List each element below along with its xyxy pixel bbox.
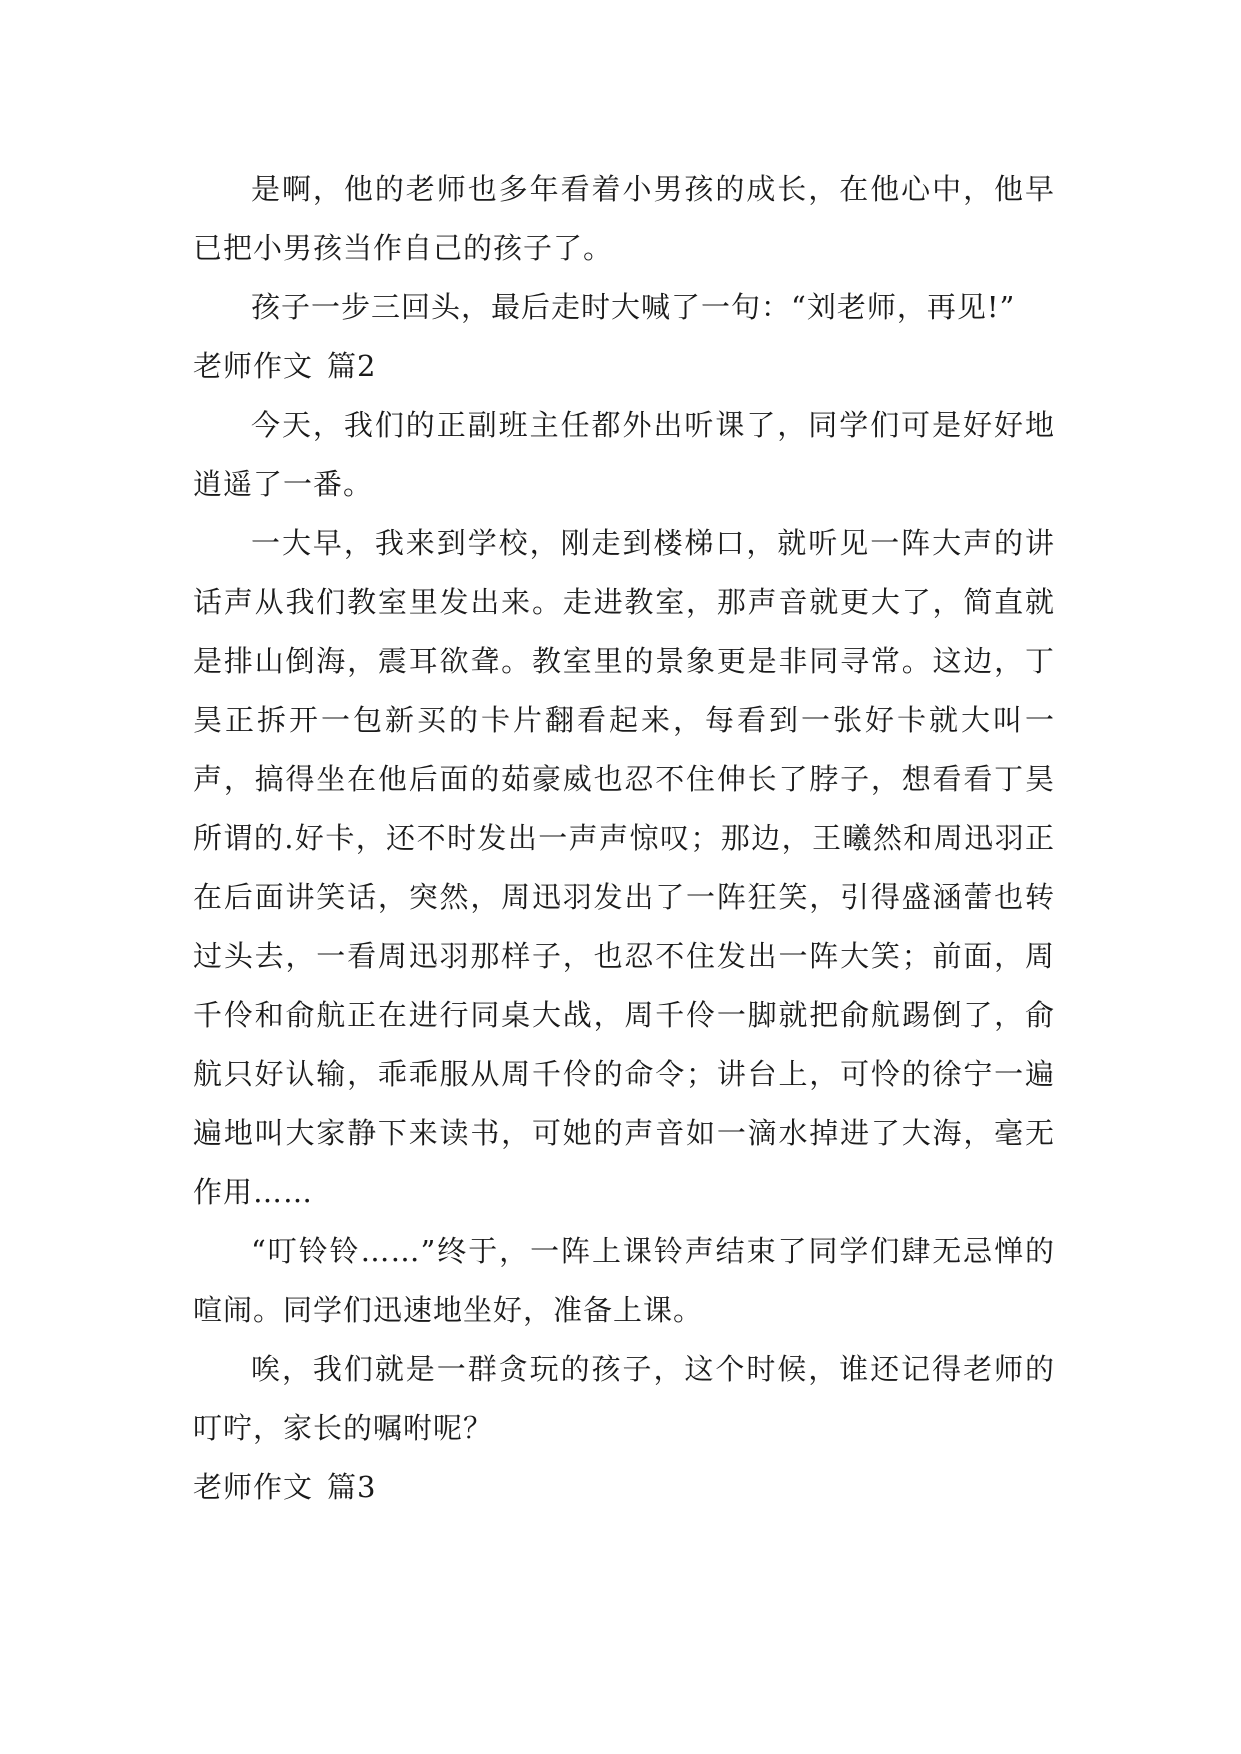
paragraph: 是啊，他的老师也多年看着小男孩的成长，在他心中，他早已把小男孩当作自己的孩子了。 (193, 172, 1055, 265)
document-body (193, 160, 1055, 1517)
section-heading (193, 1458, 1055, 1517)
section-heading-title: 老师作文 (193, 349, 314, 383)
paragraph: 唉，我们就是一群贪玩的孩子，这个时候，谁还记得老师的叮咛，家长的嘱咐呢？ (193, 1352, 1055, 1445)
paragraph: 孩子一步三回头，最后走时大喊了一句：“刘老师，再见!” (251, 290, 1016, 324)
section-heading-number: 篇3 (327, 1470, 377, 1504)
section-heading-title: 老师作文 (193, 1470, 314, 1504)
section-heading-number: 篇2 (327, 349, 377, 383)
paragraph: 今天，我们的正副班主任都外出听课了，同学们可是好好地逍遥了一番。 (193, 408, 1055, 501)
section-heading (193, 337, 1055, 396)
paragraph: 一大早，我来到学校，刚走到楼梯口，就听见一阵大声的讲话声从我们教室里发出来。走进教室，那声音就更大了，简直就是排山倒海，震耳欲聋。教室里的景象更是非同寻常。这边，丁昊正拆开一包新买的卡片翻看起来，每看到一张好卡就大叫一声，搞得坐在他后面的茹豪威也忍不住伸长了脖子，想看看丁昊所谓的.好卡，还不时发出一声声惊叹；那边，王曦然和周迅羽正在后面讲笑话，突然，周迅羽发出了一阵狂笑，引得盛涵蕾也转过头去，一看周迅羽那样子，也忍不住发出一阵大笑；前面，周千伶和俞航正在进行同桌大战，周千伶一脚就把俞航踢倒了，俞航只好认输，乖乖服从周千伶的命令；讲台上，可怜的徐宁一遍遍地叫大家静下来读书，可她的声音如一滴水掉进了大海，毫无作用…… (193, 526, 1055, 1209)
paragraph: “叮铃铃……”终于，一阵上课铃声结束了同学们肆无忌惮的喧闹。同学们迅速地坐好，准备上课。 (193, 1234, 1055, 1327)
